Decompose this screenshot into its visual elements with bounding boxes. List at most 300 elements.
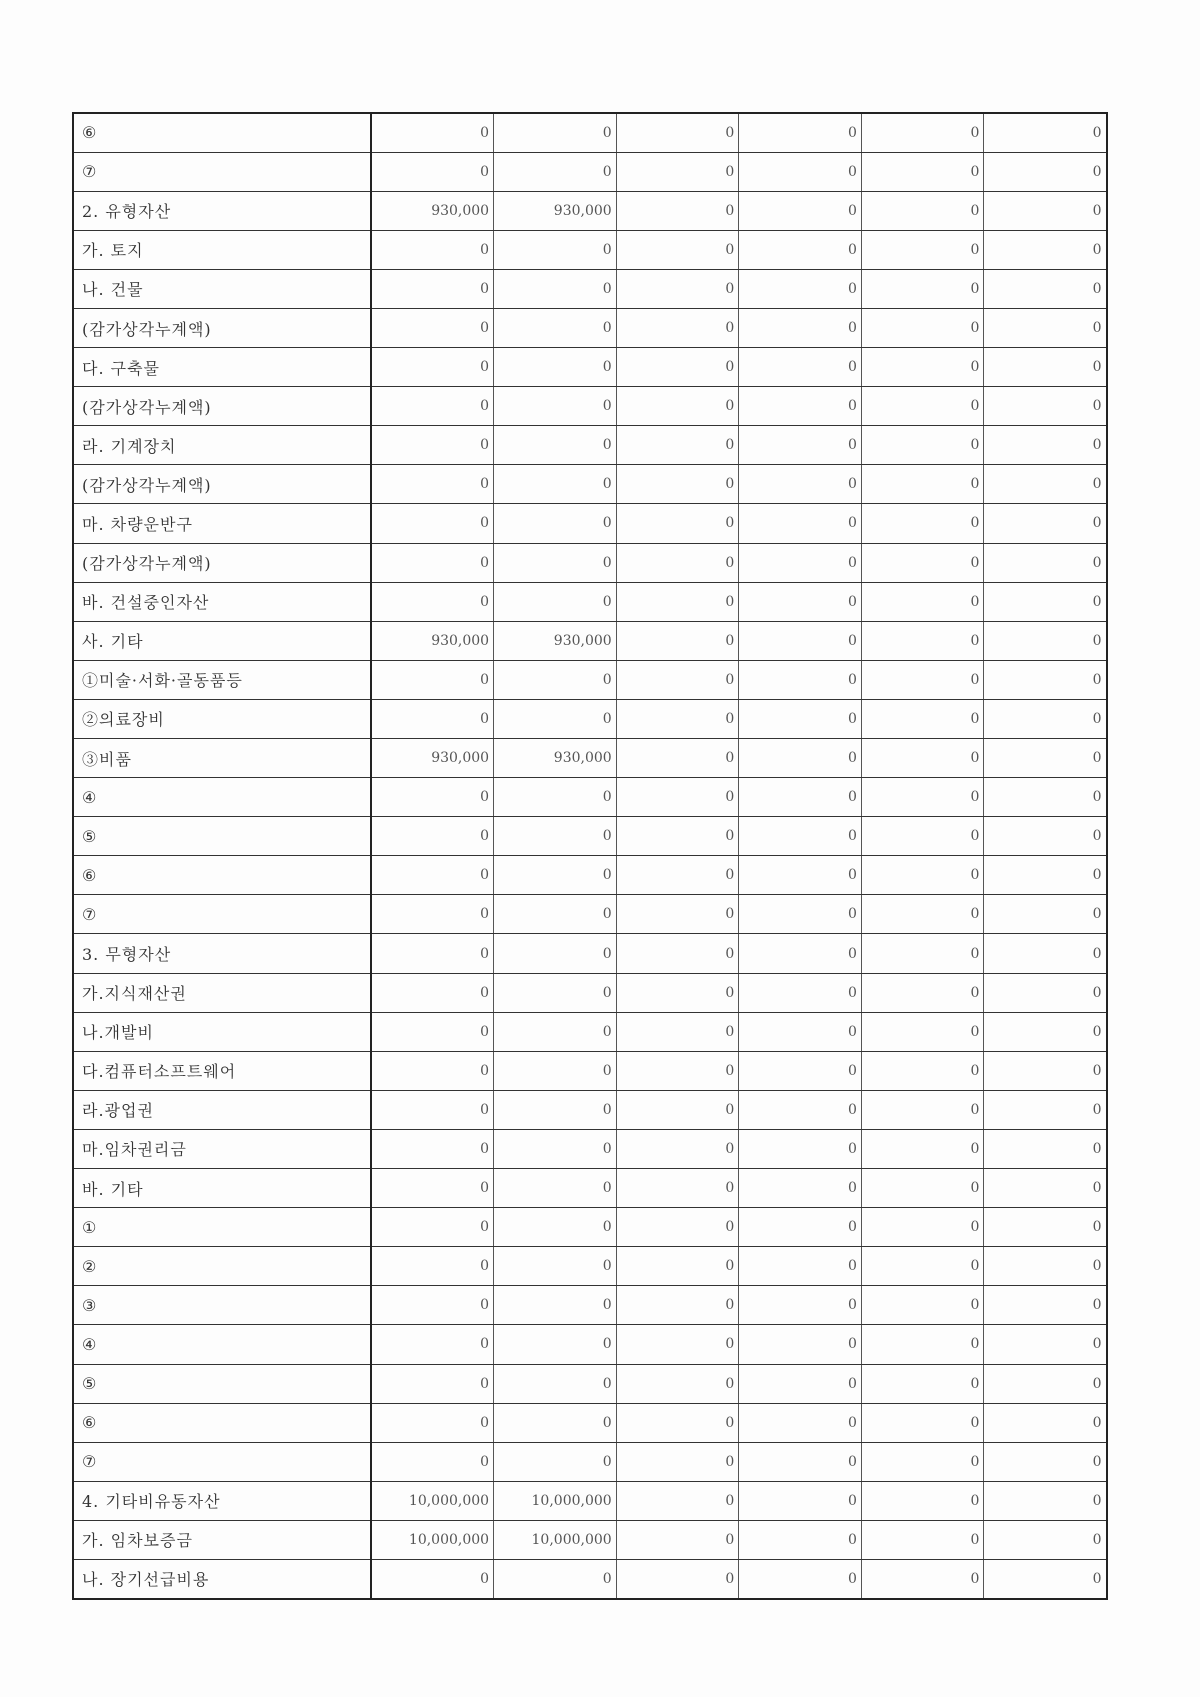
table-row xyxy=(73,1090,1107,1129)
amount-cell: 0 xyxy=(371,504,494,543)
row-label: ① xyxy=(73,1208,371,1247)
amount-cell: 0 xyxy=(371,113,494,152)
amount-cell: 0 xyxy=(494,543,617,582)
amount-cell: 0 xyxy=(739,817,862,856)
amount-cell: 0 xyxy=(494,269,617,308)
row-label: ⑥ xyxy=(73,856,371,895)
amount-cell: 0 xyxy=(494,582,617,621)
row-label: (감가상각누계액) xyxy=(73,465,371,504)
row-label: 다. 구축물 xyxy=(73,348,371,387)
table-row xyxy=(73,856,1107,895)
row-label: 다.컴퓨터소프트웨어 xyxy=(73,1051,371,1090)
amount-cell: 0 xyxy=(861,1481,984,1520)
row-label: ⑦ xyxy=(73,152,371,191)
amount-cell: 0 xyxy=(739,621,862,660)
amount-cell: 0 xyxy=(494,699,617,738)
amount-cell: 0 xyxy=(494,1012,617,1051)
amount-cell: 0 xyxy=(861,543,984,582)
amount-cell: 0 xyxy=(616,1247,739,1286)
row-label: 마.임차권리금 xyxy=(73,1129,371,1168)
amount-cell: 0 xyxy=(616,113,739,152)
amount-cell: 0 xyxy=(616,739,739,778)
amount-cell: 0 xyxy=(494,1286,617,1325)
amount-cell: 0 xyxy=(616,856,739,895)
amount-cell: 0 xyxy=(861,387,984,426)
amount-cell: 0 xyxy=(494,1129,617,1168)
table-row xyxy=(73,348,1107,387)
amount-cell: 0 xyxy=(739,973,862,1012)
amount-cell: 0 xyxy=(616,426,739,465)
amount-cell: 0 xyxy=(861,699,984,738)
amount-cell: 0 xyxy=(494,1442,617,1481)
amount-cell: 0 xyxy=(371,269,494,308)
amount-cell: 0 xyxy=(739,1090,862,1129)
amount-cell: 0 xyxy=(984,739,1107,778)
amount-cell: 0 xyxy=(371,1208,494,1247)
amount-cell: 0 xyxy=(371,1169,494,1208)
amount-cell: 0 xyxy=(616,778,739,817)
amount-cell: 0 xyxy=(616,269,739,308)
table-row xyxy=(73,269,1107,308)
table-row xyxy=(73,465,1107,504)
row-label: 나.개발비 xyxy=(73,1012,371,1051)
row-label: ③ xyxy=(73,1286,371,1325)
amount-cell: 0 xyxy=(984,1325,1107,1364)
amount-cell: 0 xyxy=(861,582,984,621)
amount-cell: 0 xyxy=(494,1051,617,1090)
table-row xyxy=(73,1442,1107,1481)
table-row xyxy=(73,230,1107,269)
amount-cell: 0 xyxy=(984,504,1107,543)
amount-cell: 0 xyxy=(616,1481,739,1520)
amount-cell: 0 xyxy=(739,1481,862,1520)
amount-cell: 0 xyxy=(616,1208,739,1247)
amount-cell: 0 xyxy=(861,152,984,191)
amount-cell: 0 xyxy=(616,1520,739,1559)
amount-cell: 0 xyxy=(861,739,984,778)
row-label: ④ xyxy=(73,1325,371,1364)
amount-cell: 0 xyxy=(739,856,862,895)
amount-cell: 0 xyxy=(494,817,617,856)
amount-cell: 0 xyxy=(494,1090,617,1129)
amount-cell: 0 xyxy=(739,934,862,973)
amount-cell: 0 xyxy=(984,348,1107,387)
row-label: 4. 기타비유동자산 xyxy=(73,1481,371,1520)
amount-cell: 0 xyxy=(494,348,617,387)
amount-cell: 0 xyxy=(739,699,862,738)
amount-cell: 0 xyxy=(984,973,1107,1012)
table-row xyxy=(73,1051,1107,1090)
table-row xyxy=(73,1325,1107,1364)
amount-cell: 0 xyxy=(616,387,739,426)
amount-cell: 0 xyxy=(984,1051,1107,1090)
amount-cell: 0 xyxy=(616,348,739,387)
amount-cell: 0 xyxy=(861,817,984,856)
row-label: ②의료장비 xyxy=(73,699,371,738)
amount-cell: 0 xyxy=(616,699,739,738)
row-label: ③비품 xyxy=(73,739,371,778)
amount-cell: 0 xyxy=(984,191,1107,230)
amount-cell: 0 xyxy=(984,387,1107,426)
amount-cell: 0 xyxy=(371,1325,494,1364)
amount-cell: 0 xyxy=(984,1208,1107,1247)
amount-cell: 0 xyxy=(739,1247,862,1286)
amount-cell: 0 xyxy=(616,152,739,191)
amount-cell: 0 xyxy=(984,621,1107,660)
amount-cell: 0 xyxy=(494,1247,617,1286)
amount-cell: 0 xyxy=(739,778,862,817)
amount-cell: 0 xyxy=(861,1286,984,1325)
amount-cell: 0 xyxy=(616,504,739,543)
table-row xyxy=(73,895,1107,934)
amount-cell: 0 xyxy=(494,426,617,465)
table-row xyxy=(73,582,1107,621)
amount-cell: 0 xyxy=(616,582,739,621)
amount-cell: 0 xyxy=(739,1286,862,1325)
amount-cell: 0 xyxy=(984,465,1107,504)
amount-cell: 0 xyxy=(861,1559,984,1598)
amount-cell: 0 xyxy=(861,230,984,269)
amount-cell: 0 xyxy=(494,1169,617,1208)
amount-cell: 0 xyxy=(984,426,1107,465)
amount-cell: 0 xyxy=(739,308,862,347)
row-label: 2. 유형자산 xyxy=(73,191,371,230)
amount-cell: 0 xyxy=(861,1364,984,1403)
amount-cell: 0 xyxy=(984,152,1107,191)
amount-cell: 0 xyxy=(861,1208,984,1247)
row-label: ⑦ xyxy=(73,895,371,934)
amount-cell: 0 xyxy=(861,621,984,660)
amount-cell: 0 xyxy=(984,1129,1107,1168)
amount-cell: 0 xyxy=(616,543,739,582)
row-label: 라. 기계장치 xyxy=(73,426,371,465)
amount-cell: 0 xyxy=(616,1129,739,1168)
table-row xyxy=(73,504,1107,543)
table-row xyxy=(73,934,1107,973)
table-row xyxy=(73,1012,1107,1051)
amount-cell: 0 xyxy=(861,1442,984,1481)
amount-cell: 0 xyxy=(984,660,1107,699)
amount-cell: 0 xyxy=(739,1129,862,1168)
amount-cell: 10,000,000 xyxy=(371,1520,494,1559)
amount-cell: 0 xyxy=(739,426,862,465)
amount-cell: 0 xyxy=(494,1403,617,1442)
table-row xyxy=(73,973,1107,1012)
amount-cell: 0 xyxy=(739,113,862,152)
amount-cell: 0 xyxy=(371,465,494,504)
row-label: 마. 차량운반구 xyxy=(73,504,371,543)
amount-cell: 0 xyxy=(739,465,862,504)
amount-cell: 0 xyxy=(616,621,739,660)
table-row xyxy=(73,113,1107,152)
amount-cell: 0 xyxy=(984,1169,1107,1208)
amount-cell: 0 xyxy=(739,1520,862,1559)
amount-cell: 0 xyxy=(739,269,862,308)
amount-cell: 10,000,000 xyxy=(494,1481,617,1520)
table-row xyxy=(73,1286,1107,1325)
amount-cell: 0 xyxy=(371,1051,494,1090)
amount-cell: 0 xyxy=(739,1169,862,1208)
amount-cell: 0 xyxy=(739,152,862,191)
table-row xyxy=(73,152,1107,191)
amount-cell: 0 xyxy=(371,1286,494,1325)
table-row xyxy=(73,739,1107,778)
amount-cell: 0 xyxy=(371,1129,494,1168)
amount-cell: 0 xyxy=(861,1012,984,1051)
amount-cell: 0 xyxy=(616,191,739,230)
amount-cell: 0 xyxy=(371,660,494,699)
amount-cell: 0 xyxy=(371,308,494,347)
amount-cell: 0 xyxy=(616,1403,739,1442)
amount-cell: 930,000 xyxy=(371,191,494,230)
amount-cell: 0 xyxy=(984,699,1107,738)
table-row xyxy=(73,699,1107,738)
table-row xyxy=(73,1247,1107,1286)
amount-cell: 0 xyxy=(494,1364,617,1403)
table-row xyxy=(73,621,1107,660)
amount-cell: 0 xyxy=(984,1559,1107,1598)
amount-cell: 0 xyxy=(371,348,494,387)
row-label: ⑥ xyxy=(73,113,371,152)
amount-cell: 0 xyxy=(984,269,1107,308)
amount-cell: 0 xyxy=(371,1090,494,1129)
amount-cell: 0 xyxy=(984,1520,1107,1559)
amount-cell: 0 xyxy=(371,856,494,895)
row-label: ⑦ xyxy=(73,1442,371,1481)
row-label: (감가상각누계액) xyxy=(73,387,371,426)
amount-cell: 0 xyxy=(984,817,1107,856)
amount-cell: 0 xyxy=(861,934,984,973)
row-label: 나. 장기선급비용 xyxy=(73,1559,371,1598)
amount-cell: 0 xyxy=(371,817,494,856)
amount-cell: 0 xyxy=(616,934,739,973)
amount-cell: 0 xyxy=(861,895,984,934)
amount-cell: 0 xyxy=(861,856,984,895)
amount-cell: 0 xyxy=(371,387,494,426)
table-row xyxy=(73,387,1107,426)
amount-cell: 930,000 xyxy=(494,191,617,230)
amount-cell: 0 xyxy=(861,1169,984,1208)
amount-cell: 0 xyxy=(861,1247,984,1286)
amount-cell: 10,000,000 xyxy=(494,1520,617,1559)
amount-cell: 0 xyxy=(371,1247,494,1286)
amount-cell: 0 xyxy=(861,973,984,1012)
amount-cell: 0 xyxy=(739,348,862,387)
amount-cell: 0 xyxy=(984,308,1107,347)
amount-cell: 0 xyxy=(371,934,494,973)
amount-cell: 0 xyxy=(616,465,739,504)
amount-cell: 0 xyxy=(616,308,739,347)
amount-cell: 0 xyxy=(739,1559,862,1598)
amount-cell: 0 xyxy=(371,895,494,934)
table-row xyxy=(73,1169,1107,1208)
amount-cell: 0 xyxy=(984,1090,1107,1129)
amount-cell: 0 xyxy=(861,1325,984,1364)
row-label: ⑤ xyxy=(73,1364,371,1403)
amount-cell: 0 xyxy=(861,269,984,308)
amount-cell: 0 xyxy=(739,1364,862,1403)
amount-cell: 0 xyxy=(739,230,862,269)
row-label: 가. 임차보증금 xyxy=(73,1520,371,1559)
amount-cell: 0 xyxy=(616,973,739,1012)
amount-cell: 0 xyxy=(494,1559,617,1598)
amount-cell: 0 xyxy=(494,230,617,269)
amount-cell: 0 xyxy=(861,426,984,465)
amount-cell: 0 xyxy=(861,308,984,347)
table-row xyxy=(73,426,1107,465)
table-row xyxy=(73,660,1107,699)
amount-cell: 0 xyxy=(494,973,617,1012)
table-row xyxy=(73,1481,1107,1520)
amount-cell: 0 xyxy=(984,856,1107,895)
amount-cell: 0 xyxy=(371,426,494,465)
amount-cell: 0 xyxy=(371,699,494,738)
row-label: ⑤ xyxy=(73,817,371,856)
amount-cell: 0 xyxy=(739,543,862,582)
row-label: 바. 건설중인자산 xyxy=(73,582,371,621)
table-row xyxy=(73,817,1107,856)
amount-cell: 930,000 xyxy=(371,621,494,660)
amount-cell: 0 xyxy=(861,348,984,387)
row-label: 바. 기타 xyxy=(73,1169,371,1208)
amount-cell: 0 xyxy=(616,1364,739,1403)
amount-cell: 0 xyxy=(616,1169,739,1208)
table-row xyxy=(73,191,1107,230)
row-label: (감가상각누계액) xyxy=(73,543,371,582)
amount-cell: 0 xyxy=(861,1090,984,1129)
table-row xyxy=(73,1559,1107,1598)
amount-cell: 0 xyxy=(616,1051,739,1090)
row-label: ② xyxy=(73,1247,371,1286)
amount-cell: 0 xyxy=(616,1012,739,1051)
amount-cell: 0 xyxy=(984,895,1107,934)
table-row xyxy=(73,1208,1107,1247)
amount-cell: 0 xyxy=(861,191,984,230)
amount-cell: 0 xyxy=(616,895,739,934)
amount-cell: 0 xyxy=(861,778,984,817)
amount-cell: 0 xyxy=(861,1129,984,1168)
row-label: 나. 건물 xyxy=(73,269,371,308)
amount-cell: 0 xyxy=(984,1403,1107,1442)
amount-cell: 0 xyxy=(371,230,494,269)
amount-cell: 0 xyxy=(616,660,739,699)
amount-cell: 0 xyxy=(984,1364,1107,1403)
amount-cell: 0 xyxy=(371,582,494,621)
amount-cell: 0 xyxy=(861,504,984,543)
amount-cell: 0 xyxy=(739,504,862,543)
amount-cell: 0 xyxy=(494,895,617,934)
table-row xyxy=(73,1364,1107,1403)
amount-cell: 0 xyxy=(494,778,617,817)
amount-cell: 0 xyxy=(739,1051,862,1090)
amount-cell: 0 xyxy=(861,1403,984,1442)
amount-cell: 0 xyxy=(861,113,984,152)
amount-cell: 0 xyxy=(371,778,494,817)
row-label: ⑥ xyxy=(73,1403,371,1442)
amount-cell: 0 xyxy=(739,1403,862,1442)
row-label: 가. 토지 xyxy=(73,230,371,269)
amount-cell: 0 xyxy=(616,1325,739,1364)
table-row xyxy=(73,778,1107,817)
row-label: ①미술·서화·골동품등 xyxy=(73,660,371,699)
amount-cell: 0 xyxy=(739,582,862,621)
amount-cell: 0 xyxy=(616,1442,739,1481)
amount-cell: 0 xyxy=(984,1481,1107,1520)
amount-cell: 0 xyxy=(494,934,617,973)
amount-cell: 0 xyxy=(739,739,862,778)
ledger-body xyxy=(73,113,1107,1599)
amount-cell: 0 xyxy=(616,1559,739,1598)
amount-cell: 0 xyxy=(371,1012,494,1051)
amount-cell: 930,000 xyxy=(371,739,494,778)
amount-cell: 0 xyxy=(494,504,617,543)
amount-cell: 930,000 xyxy=(494,739,617,778)
amount-cell: 930,000 xyxy=(494,621,617,660)
row-label: 3. 무형자산 xyxy=(73,934,371,973)
amount-cell: 0 xyxy=(984,934,1107,973)
amount-cell: 0 xyxy=(371,152,494,191)
amount-cell: 0 xyxy=(984,230,1107,269)
amount-cell: 0 xyxy=(984,113,1107,152)
amount-cell: 0 xyxy=(371,1442,494,1481)
amount-cell: 0 xyxy=(494,856,617,895)
amount-cell: 0 xyxy=(861,1051,984,1090)
amount-cell: 0 xyxy=(739,1012,862,1051)
amount-cell: 0 xyxy=(861,465,984,504)
row-label: 라.광업권 xyxy=(73,1090,371,1129)
amount-cell: 0 xyxy=(494,387,617,426)
amount-cell: 10,000,000 xyxy=(371,1481,494,1520)
amount-cell: 0 xyxy=(739,1325,862,1364)
amount-cell: 0 xyxy=(984,1247,1107,1286)
amount-cell: 0 xyxy=(494,308,617,347)
amount-cell: 0 xyxy=(494,1325,617,1364)
amount-cell: 0 xyxy=(494,465,617,504)
amount-cell: 0 xyxy=(494,113,617,152)
amount-cell: 0 xyxy=(739,1442,862,1481)
row-label: 사. 기타 xyxy=(73,621,371,660)
table-row xyxy=(73,1520,1107,1559)
table-row xyxy=(73,1403,1107,1442)
amount-cell: 0 xyxy=(371,1403,494,1442)
table-row xyxy=(73,1129,1107,1168)
amount-cell: 0 xyxy=(494,660,617,699)
amount-cell: 0 xyxy=(616,230,739,269)
amount-cell: 0 xyxy=(616,817,739,856)
row-label: 가.지식재산권 xyxy=(73,973,371,1012)
amount-cell: 0 xyxy=(371,543,494,582)
amount-cell: 0 xyxy=(739,1208,862,1247)
amount-cell: 0 xyxy=(984,543,1107,582)
amount-cell: 0 xyxy=(739,895,862,934)
table-row xyxy=(73,308,1107,347)
row-label: ④ xyxy=(73,778,371,817)
amount-cell: 0 xyxy=(616,1286,739,1325)
amount-cell: 0 xyxy=(984,1012,1107,1051)
amount-cell: 0 xyxy=(984,1286,1107,1325)
amount-cell: 0 xyxy=(861,660,984,699)
amount-cell: 0 xyxy=(984,582,1107,621)
amount-cell: 0 xyxy=(371,1559,494,1598)
amount-cell: 0 xyxy=(739,660,862,699)
amount-cell: 0 xyxy=(984,1442,1107,1481)
amount-cell: 0 xyxy=(861,1520,984,1559)
asset-ledger-table xyxy=(72,112,1108,1600)
amount-cell: 0 xyxy=(739,387,862,426)
amount-cell: 0 xyxy=(739,191,862,230)
amount-cell: 0 xyxy=(494,152,617,191)
table-row xyxy=(73,543,1107,582)
